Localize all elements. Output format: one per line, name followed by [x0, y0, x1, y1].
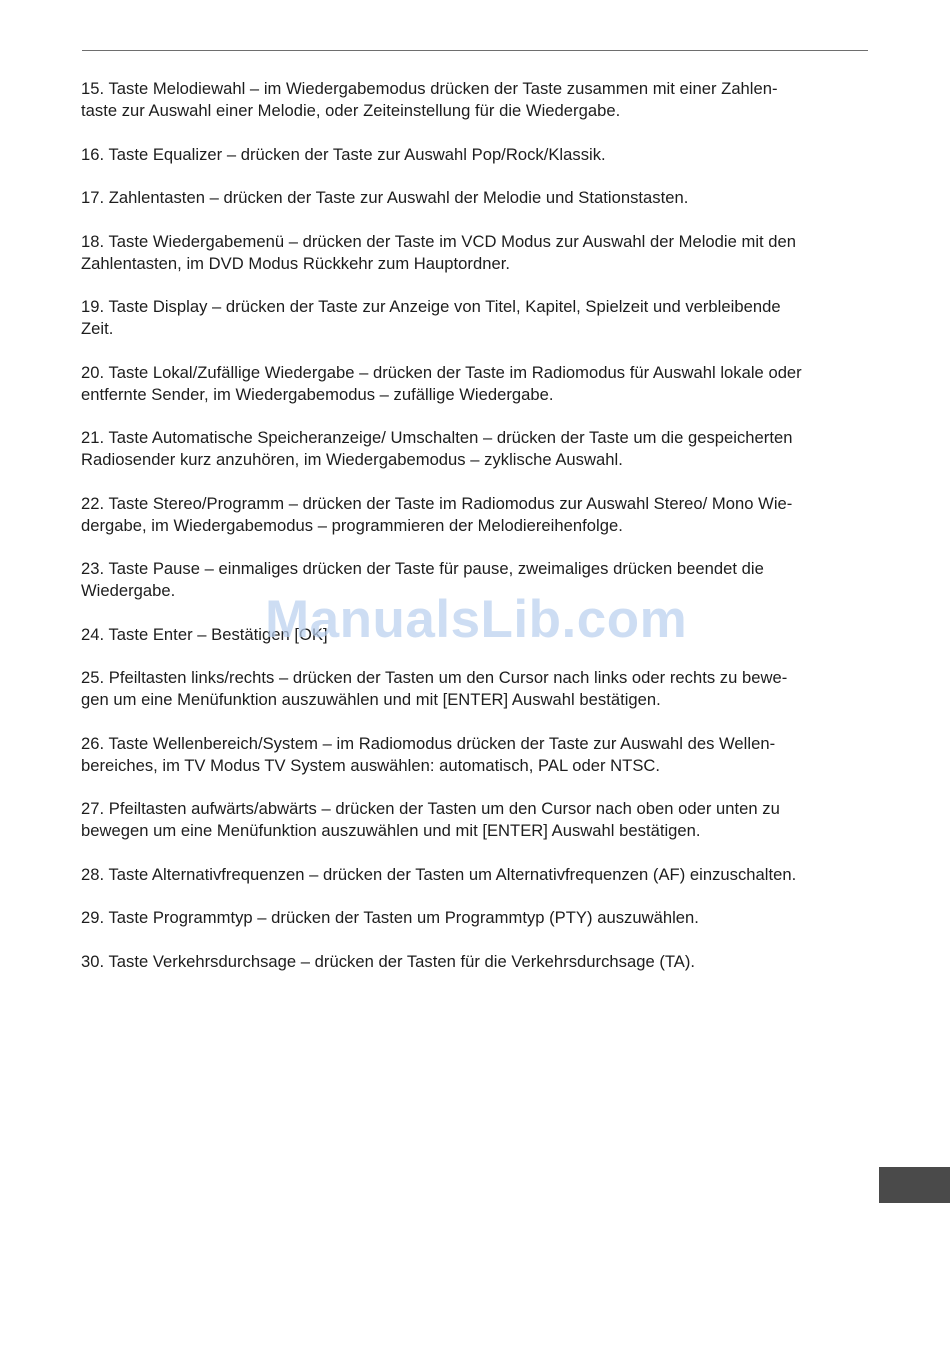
list-item: 23. Taste Pause – einmaliges drücken der Taste für pause, zweimaliges drücken beendet die Wiedergabe.: [81, 559, 764, 600]
list-item: 16. Taste Equalizer – drücken der Taste zur Auswahl Pop/Rock/Klassik.: [81, 144, 606, 164]
list-item: 17. Zahlentasten – drücken der Taste zur Auswahl der Melodie und Stationstasten.: [81, 188, 689, 207]
list-item: 24. Taste Enter – Bestätigen [OK]: [81, 624, 328, 644]
list-item: 21. Taste Automatische Speicheranzeige/ Umschalten – drücken der Taste um die gespeicherten Radiosender kurz anzuhören, im Wiedergabemodus – zyklische Auswahl.: [81, 428, 793, 469]
list-item: 30. Taste Verkehrsdurchsage – drücken der Tasten für die Verkehrsdurchsage (TA).: [81, 951, 696, 971]
watermark: ManualsLib.com: [265, 590, 688, 649]
header-divider: [82, 50, 868, 51]
list-item: 25. Pfeiltasten links/rechts – drücken der Tasten um den Cursor nach links oder rechts zu bewe- gen um eine Menüfunktion auszuwählen und mit [ENTER] Auswahl bestätigen.: [81, 668, 788, 709]
list-item: 15. Taste Melodiewahl – im Wiedergabemodus drücken der Taste zusammen mit einer Zahlen- taste zur Auswahl einer Melodie, oder Zeiteinstellung für die Wiedergabe.: [81, 79, 778, 120]
list-item: 22. Taste Stereo/Programm – drücken der Taste im Radiomodus zur Auswahl Stereo/ Mono Wie- dergabe, im Wiedergabemodus – programmieren der Melodiereihenfolge.: [81, 493, 793, 535]
button-description-list: [81, 78, 871, 994]
list-item: 29. Taste Programmtyp – drücken der Tasten um Programmtyp (PTY) auszuwählen.: [81, 908, 699, 927]
list-item: 19. Taste Display – drücken der Taste zur Anzeige von Titel, Kapitel, Spielzeit und verbleibende Zeit.: [81, 297, 781, 338]
list-item: 26. Taste Wellenbereich/System – im Radiomodus drücken der Taste zur Auswahl des Wellen- bereiches, im TV Modus TV System auswählen: automatisch, PAL oder NTSC.: [81, 733, 776, 775]
list-item: 18. Taste Wiedergabemenü – drücken der Taste im VCD Modus zur Auswahl der Melodie mit den Zahlentasten, im DVD Modus Rückkehr zum Hauptordner.: [81, 231, 797, 273]
list-item: 20. Taste Lokal/Zufällige Wiedergabe – drücken der Taste im Radiomodus für Auswahl lokale oder entfernte Sender, im Wiedergabemodus – zufällige Wiedergabe.: [81, 362, 802, 404]
page-side-tab: [879, 1167, 950, 1203]
list-item: 28. Taste Alternativfrequenzen – drücken der Tasten um Alternativfrequenzen (AF) einzuschalten.: [81, 864, 797, 884]
list-item: 27. Pfeiltasten aufwärts/abwärts – drücken der Tasten um den Cursor nach oben oder unten zu bewegen um eine Menüfunktion auszuwählen und mit [ENTER] Auswahl bestätigen.: [81, 799, 780, 840]
